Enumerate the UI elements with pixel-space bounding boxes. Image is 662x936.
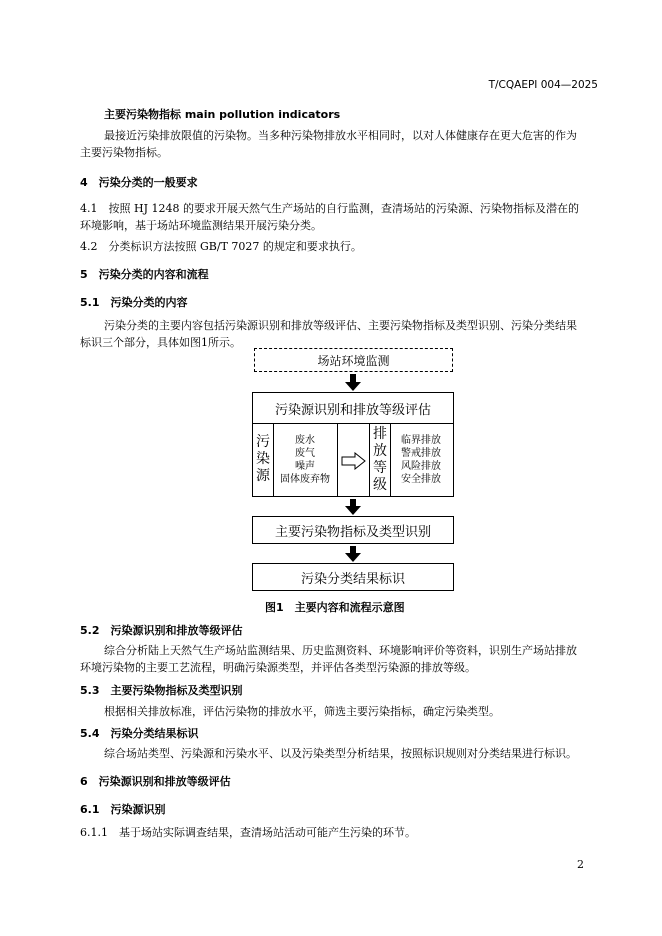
section-5-1-line2: 标识三个部分，具体如图1所示。: [80, 336, 241, 349]
section-6-heading: 6 污染源识别和排放等级评估: [80, 775, 231, 788]
figure-caption: 图1 主要内容和流程示意图: [265, 601, 405, 614]
section-5-heading: 5 污染分类的内容和流程: [80, 268, 209, 281]
source-item: 废水: [295, 434, 315, 446]
level-char: 放: [373, 442, 387, 459]
box-classification-result: 污染分类结果标识: [252, 563, 454, 591]
arrow-down-icon: [345, 546, 361, 563]
section-5-1-line1: 污染分类的主要内容包括污染源识别和排放等级评估、主要污染物指标及类型识别、污染分类结果: [104, 319, 577, 332]
page-number: 2: [577, 858, 584, 871]
section-5-1-heading: 5.1 污染分类的内容: [80, 296, 188, 309]
clause-4-1-line2: 环境影响，基于场站环境监测结果开展污染分类。: [80, 219, 322, 232]
source-char: 源: [256, 468, 270, 484]
level-item: 安全排放: [401, 473, 441, 485]
section-5-4-line1: 综合场站类型、污染源和污染水平、以及污染类型分析结果，按照标识规则对分类结果进行标识。: [104, 747, 577, 760]
level-item: 警戒排放: [401, 447, 441, 459]
box-pollutant-identification: 主要污染物指标及类型识别: [252, 516, 454, 544]
level-item: 临界排放: [401, 434, 441, 446]
section-5-3-heading: 5.3 主要污染物指标及类型识别: [80, 684, 243, 697]
section-5-2-line1: 综合分析陆上天然气生产场站监测结果、历史监测资料、环境影响评价等资料，识别生产场站排放: [104, 644, 577, 657]
section-5-2-heading: 5.2 污染源识别和排放等级评估: [80, 624, 243, 637]
level-char: 等: [373, 459, 387, 476]
section-5-3-line1: 根据相关排放标准，评估污染物的排放水平，筛选主要污染指标，确定污染类型。: [104, 705, 500, 718]
section-5-4-heading: 5.4 污染分类结果标识: [80, 727, 199, 740]
level-char: 级: [373, 476, 387, 493]
level-char: 排: [373, 425, 387, 442]
term-title: 主要污染物指标 main pollution indicators: [104, 108, 341, 121]
level-item: 风险排放: [401, 460, 441, 472]
source-label: [253, 423, 274, 496]
box-site-monitoring: 场站环境监测: [254, 348, 453, 372]
clause-4-2: 4.2 分类标识方法按照 GB/T 7027 的规定和要求执行。: [80, 240, 362, 253]
section-4-heading: 4 污染分类的一般要求: [80, 176, 198, 189]
doc-code: T/CQAEPI 004—2025: [488, 79, 598, 91]
source-char: 染: [256, 451, 270, 467]
arrow-down-icon: [345, 374, 361, 392]
term-body-line2: 主要污染物指标。: [80, 146, 168, 159]
source-item: 噪声: [295, 460, 315, 472]
level-label: [369, 423, 391, 496]
term-body-line1: 最接近污染排放限值的污染物。当多种污染物排放水平相同时，以对人体健康存在更大危害的作为: [104, 129, 577, 142]
clause-6-1-1: 6.1.1 基于场站实际调查结果，查清场站活动可能产生污染的环节。: [80, 826, 416, 839]
section-6-1-heading: 6.1 污染源识别: [80, 803, 166, 816]
source-items: [273, 423, 338, 496]
source-char: 污: [256, 434, 270, 450]
box-source-identification: [252, 392, 454, 497]
source-item: 废气: [295, 447, 315, 459]
section-5-2-line2: 环境污染物的主要工艺流程，明确污染源类型，并评估各类型污染源的排放等级。: [80, 661, 476, 674]
clause-4-1-line1: 4.1 按照 HJ 1248 的要求开展天然气生产场站的自行监测，查清场站的污染源、污染物指标及潜在的: [80, 202, 579, 215]
source-item: 固体废弃物: [280, 473, 330, 485]
level-items: [389, 423, 453, 496]
hollow-arrow-right-icon: [341, 452, 367, 470]
box-source-identification-title: 污染源识别和排放等级评估: [253, 393, 453, 424]
arrow-down-icon: [345, 499, 361, 516]
